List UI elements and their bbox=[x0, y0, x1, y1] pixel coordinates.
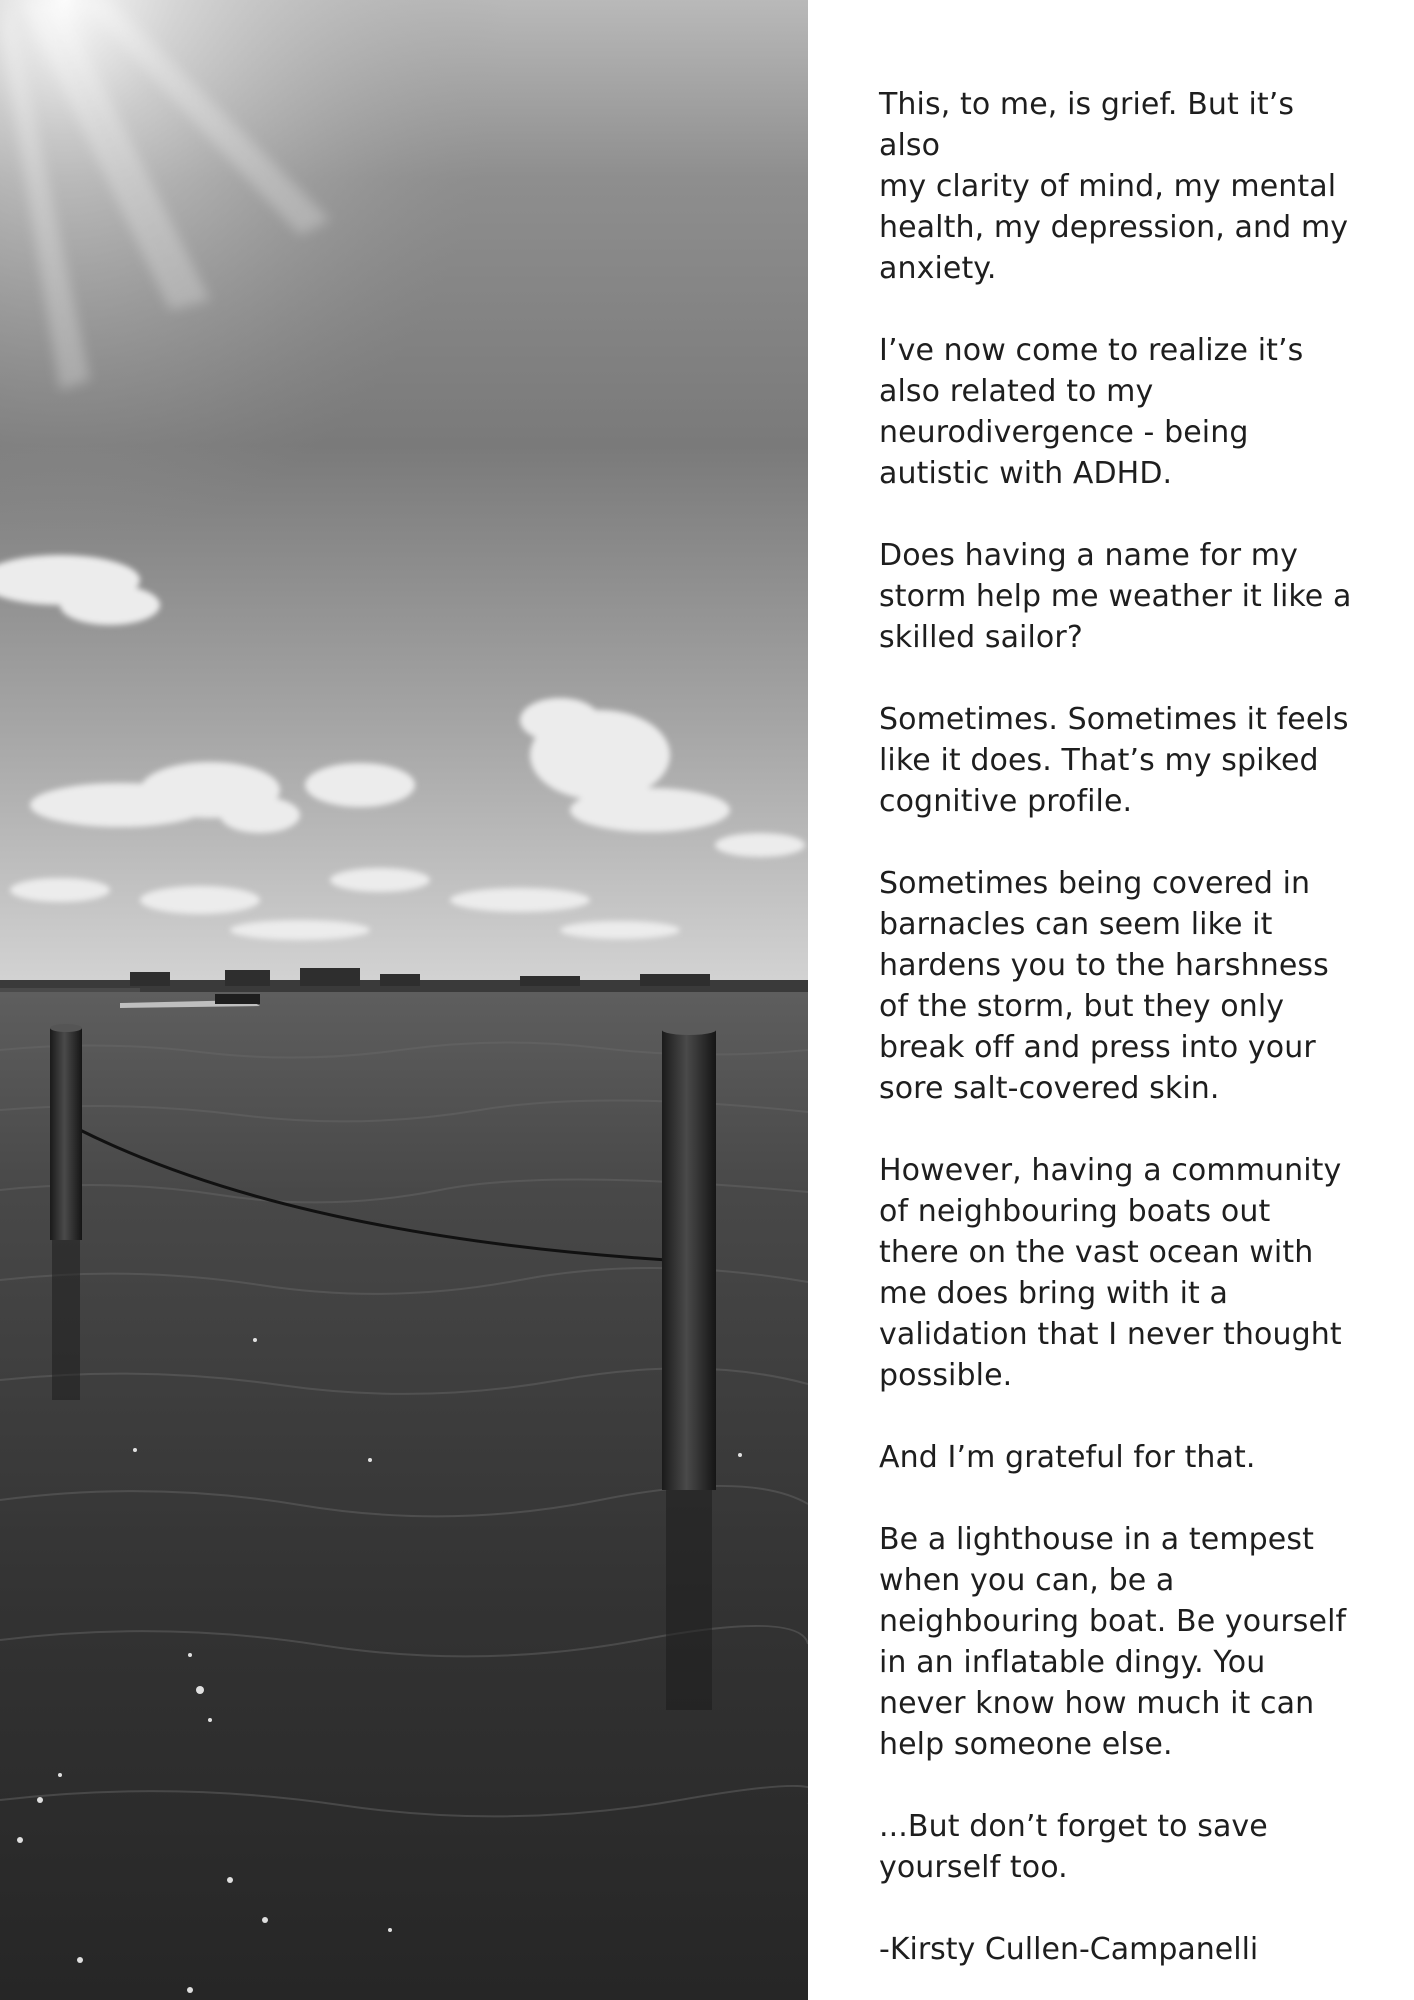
paragraph-8: Be a lighthouse in a tempest when you can, be a neighbouring boat. Be yourself in an inflatable dingy. You never know how much it can help someone else. bbox=[879, 1522, 1347, 1762]
paragraph-9: ...But don’t forget to save yourself too. bbox=[879, 1809, 1268, 1885]
paragraph-2: I’ve now come to realize it’s also related to my neurodivergence - being autistic with ADHD. bbox=[879, 333, 1304, 491]
article-text bbox=[808, 0, 1414, 2000]
paragraph-1: This, to me, is grief. But it’s also my clarity of mind, my mental health, my depression, and my anxiety. bbox=[879, 87, 1349, 286]
paragraph-3: Does having a name for my storm help me weather it like a skilled sailor? bbox=[879, 538, 1352, 655]
paragraph-7: And I’m grateful for that. bbox=[879, 1440, 1256, 1475]
author-signature: -Kirsty Cullen-Campanelli bbox=[879, 1932, 1259, 1967]
paragraph-5: Sometimes being covered in barnacles can seem like it hardens you to the harshness of the storm, but they only break off and press into your sore salt-covered skin. bbox=[879, 866, 1329, 1106]
paragraph-6: However, having a community of neighbouring boats out there on the vast ocean with me does bring with it a validation that I never thought possible. bbox=[879, 1153, 1342, 1393]
paragraph-4: Sometimes. Sometimes it feels like it does. That’s my spiked cognitive profile. bbox=[879, 702, 1349, 819]
